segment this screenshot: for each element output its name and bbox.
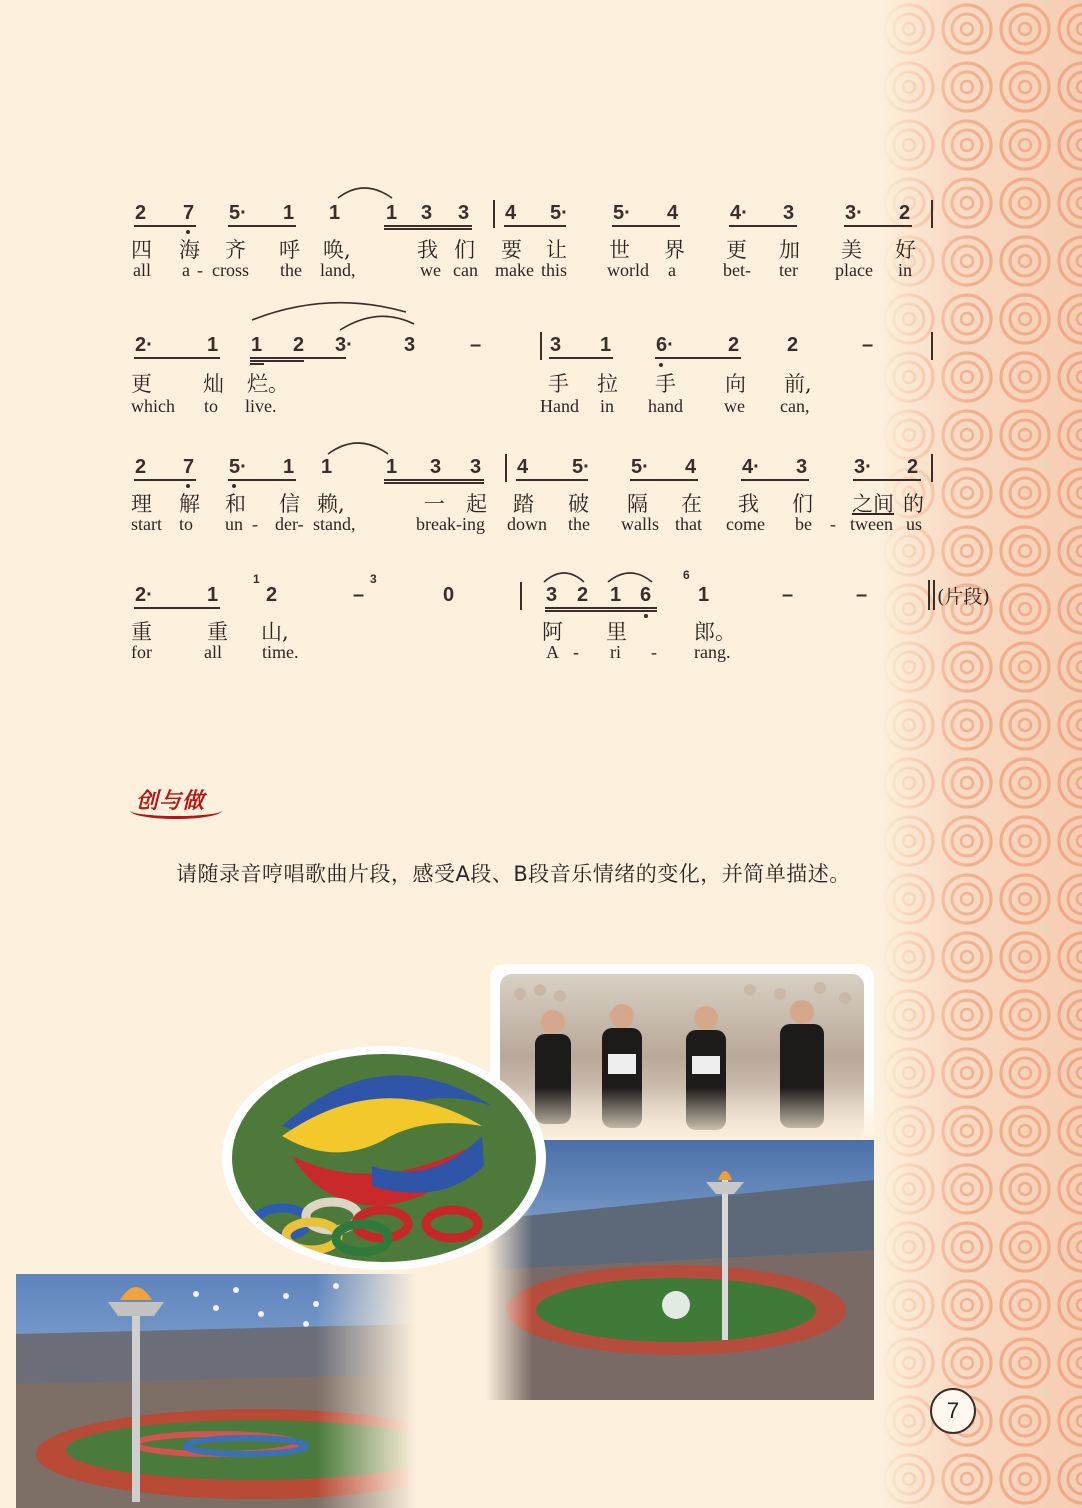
- activity-heading-text: 创与做: [136, 788, 206, 814]
- note: 5·: [229, 456, 247, 478]
- beam: [384, 228, 472, 230]
- note: 3: [430, 456, 442, 478]
- beam: [134, 607, 220, 609]
- beam: [250, 360, 304, 362]
- note: 6: [640, 584, 652, 606]
- lyric-cn: 手: [548, 372, 569, 396]
- beam: [630, 479, 698, 481]
- lyric-cn: 们: [792, 492, 813, 516]
- lyric-en: time.: [262, 642, 299, 662]
- lyric-en: un: [225, 514, 243, 534]
- beam: [545, 607, 657, 609]
- note: 3: [546, 584, 558, 606]
- note: 1: [321, 456, 333, 478]
- note: 3·: [854, 456, 872, 478]
- lyric-en: us: [906, 514, 923, 534]
- activity-instruction: 请随录音哼唱歌曲片段，感受A段、B段音乐情绪的变化，并简单描述。: [176, 862, 851, 886]
- note: 2: [899, 202, 911, 224]
- note: 4: [685, 456, 697, 478]
- beam: [384, 225, 472, 227]
- note: 2: [266, 584, 278, 606]
- note: 2: [293, 334, 305, 356]
- beam: [729, 225, 797, 227]
- note: 2: [135, 202, 147, 224]
- lyric-en: hand: [648, 396, 683, 416]
- lyric-cn: 唤,: [323, 238, 351, 262]
- barline: [931, 200, 933, 228]
- lyric-en: that: [675, 514, 702, 534]
- note: 3: [550, 334, 562, 356]
- lyric-cn: 山,: [261, 620, 289, 644]
- barline: [520, 582, 522, 610]
- beam: [384, 482, 484, 484]
- lyric-en: world: [607, 260, 649, 280]
- lyric-cn: 灿: [203, 372, 224, 396]
- lyric-en: A: [546, 642, 559, 662]
- note: –: [782, 584, 794, 606]
- note: 5·: [631, 456, 649, 478]
- lyric-en: ter: [779, 260, 798, 280]
- note: 4·: [742, 456, 760, 478]
- note: 1: [698, 584, 710, 606]
- lyric-cn: 破: [568, 492, 589, 516]
- lyric-cn: 之间: [852, 492, 894, 516]
- beam: [134, 357, 220, 359]
- lyric-en: place: [835, 260, 873, 280]
- lyric-en: this: [541, 260, 568, 280]
- lyric-cn: 信: [279, 492, 300, 516]
- note: 2: [907, 456, 919, 478]
- beam: [250, 363, 264, 365]
- lyric-en: the: [568, 514, 590, 534]
- lyric-cn: 在: [681, 492, 702, 516]
- note: 1: [207, 334, 219, 356]
- note: 1: [329, 202, 341, 224]
- note: 3: [458, 202, 470, 224]
- lyric-en: which: [131, 396, 175, 416]
- lyric-cn: 赖,: [317, 492, 345, 516]
- note: 3: [470, 456, 482, 478]
- lyric-cn: 里: [606, 620, 627, 644]
- beam: [228, 225, 296, 227]
- lyric-en: Hand: [540, 396, 579, 416]
- lyric-en: a: [668, 260, 676, 280]
- lyric-cn: 起: [466, 492, 487, 516]
- barline: [493, 200, 495, 228]
- lyric-en: in: [600, 396, 615, 416]
- lyric-en: all: [204, 642, 222, 662]
- lyric-cn: 前,: [784, 372, 812, 396]
- beam: [134, 479, 196, 481]
- final-barline: [933, 580, 935, 610]
- beam: [250, 357, 346, 359]
- lyric-en: -: [651, 642, 657, 662]
- lyric-cn: 美: [841, 238, 862, 262]
- grace-note: 3: [370, 572, 377, 586]
- lyric-cn: 呼: [279, 238, 300, 262]
- lyric-cn: 烂。: [247, 372, 289, 396]
- beam: [228, 479, 296, 481]
- lyric-en: to: [204, 396, 219, 416]
- lyric-en: tween: [850, 514, 893, 534]
- final-barline: [928, 580, 930, 610]
- lyric-cn: 的: [903, 492, 924, 516]
- note: 5·: [229, 202, 247, 224]
- note: 0: [443, 584, 455, 606]
- lyric-cn: 向: [725, 372, 746, 396]
- barline: [931, 332, 933, 360]
- beam: [516, 479, 588, 481]
- activity-heading: [130, 784, 230, 818]
- note: 3·: [845, 202, 863, 224]
- lyric-cn: 要: [501, 238, 522, 262]
- note: 2·: [135, 584, 153, 606]
- lyric-en: cross: [212, 260, 249, 280]
- lyric-en: start: [131, 514, 162, 534]
- note: 5·: [550, 202, 568, 224]
- note: 1: [386, 202, 398, 224]
- lyric-en: a: [182, 260, 190, 280]
- lyric-en: all: [133, 260, 151, 280]
- lyric-cn: 我: [738, 492, 759, 516]
- lyric-en: rang.: [694, 642, 731, 662]
- note: 1: [386, 456, 398, 478]
- note: 2: [577, 584, 589, 606]
- note: 1: [251, 334, 263, 356]
- beam: [384, 479, 484, 481]
- note: 3·: [335, 334, 353, 356]
- note: 5·: [613, 202, 631, 224]
- lyric-en: in: [898, 260, 913, 280]
- lyric-cn: 踏: [513, 492, 534, 516]
- note: 7: [183, 202, 195, 224]
- lyric-en: -: [197, 260, 203, 280]
- lyric-en: bet-: [723, 260, 751, 280]
- lyric-cn: 四: [131, 238, 152, 262]
- stadium-photo-left: [16, 1274, 416, 1508]
- lyric-en: live.: [245, 396, 277, 416]
- lower-octave-dot: [659, 363, 663, 367]
- lyric-en: can,: [780, 396, 810, 416]
- beam: [504, 225, 566, 227]
- beam: [741, 479, 809, 481]
- beam: [549, 357, 613, 359]
- lyric-cn: 世: [609, 238, 630, 262]
- lyric-en: -: [252, 514, 258, 534]
- lyric-en: down: [507, 514, 547, 534]
- note: 4·: [730, 202, 748, 224]
- note: –: [862, 334, 874, 356]
- card-formation-photo: [222, 1046, 546, 1270]
- lyric-en: we: [724, 396, 745, 416]
- note: 1: [600, 334, 612, 356]
- lyric-en: the: [280, 260, 302, 280]
- grace-note: 6: [683, 568, 690, 582]
- barline: [540, 332, 542, 360]
- lyric-cn: 我: [417, 238, 438, 262]
- lyric-cn: 界: [664, 238, 685, 262]
- note: 4: [505, 202, 517, 224]
- lyric-en: -: [573, 642, 579, 662]
- lyric-cn: 手: [655, 372, 676, 396]
- lyric-cn: 解: [179, 492, 200, 516]
- lyric-cn: 重: [131, 620, 152, 644]
- lyric-en: land,: [320, 260, 356, 280]
- lyric-cn: 更: [726, 238, 747, 262]
- note: 5·: [572, 456, 590, 478]
- barline: [931, 454, 933, 482]
- lyric-en: walls: [621, 514, 659, 534]
- note: 4: [517, 456, 529, 478]
- note: 2·: [135, 334, 153, 356]
- barline: [505, 454, 507, 482]
- note: 7: [183, 456, 195, 478]
- lyric-cn: 郎。: [694, 620, 736, 644]
- beam: [612, 225, 680, 227]
- lyric-cn: 更: [131, 372, 152, 396]
- lyric-cn: 齐: [225, 238, 246, 262]
- note: 1: [610, 584, 622, 606]
- beam: [545, 610, 657, 612]
- note: –: [470, 334, 482, 356]
- note: 3: [783, 202, 795, 224]
- note: –: [353, 584, 365, 606]
- lyric-en: we: [420, 260, 441, 280]
- lyric-cn: 一: [424, 492, 445, 516]
- lyric-en: come: [726, 514, 765, 534]
- lyric-cn: 加: [779, 238, 800, 262]
- note: 1: [283, 456, 295, 478]
- lyric-cn: 海: [179, 238, 200, 262]
- note: 4: [667, 202, 679, 224]
- page-number: 7: [930, 1388, 976, 1434]
- lyric-cn: 们: [454, 238, 475, 262]
- lyric-en: break-ing: [416, 514, 485, 534]
- note: 1: [207, 584, 219, 606]
- note: 2: [787, 334, 799, 356]
- lyric-en: der-: [275, 514, 304, 534]
- band-photo: [490, 964, 874, 1140]
- lyric-cn: 让: [546, 238, 567, 262]
- lyric-en: can: [453, 260, 478, 280]
- lyric-cn: 拉: [597, 372, 618, 396]
- stadium-photo-right: [486, 1140, 874, 1400]
- note: 6·: [656, 334, 674, 356]
- beam: [844, 225, 912, 227]
- lyric-en: make: [495, 260, 534, 280]
- note: 3: [796, 456, 808, 478]
- note: –: [856, 584, 868, 606]
- lyric-cn: 好: [895, 238, 916, 262]
- beam: [134, 225, 196, 227]
- lyric-en: stand,: [313, 514, 356, 534]
- note: 2: [728, 334, 740, 356]
- note: 1: [283, 202, 295, 224]
- lyric-cn: 和: [225, 492, 246, 516]
- lyric-cn: 隔: [627, 492, 648, 516]
- grace-note: 1: [253, 572, 260, 586]
- beam: [853, 479, 921, 481]
- note: 2: [135, 456, 147, 478]
- beam: [655, 357, 741, 359]
- lyric-en: for: [131, 642, 152, 662]
- lyric-en: ri: [610, 642, 621, 662]
- lyric-cn: 阿: [542, 620, 563, 644]
- lyric-en: be: [795, 514, 812, 534]
- note: 3: [404, 334, 416, 356]
- lyric-cn: 理: [131, 492, 152, 516]
- lyric-en: -: [830, 514, 836, 534]
- lyric-en: to: [179, 514, 194, 534]
- note: 3: [421, 202, 433, 224]
- lyric-cn: 重: [207, 620, 228, 644]
- section-marker: (片段): [937, 586, 990, 608]
